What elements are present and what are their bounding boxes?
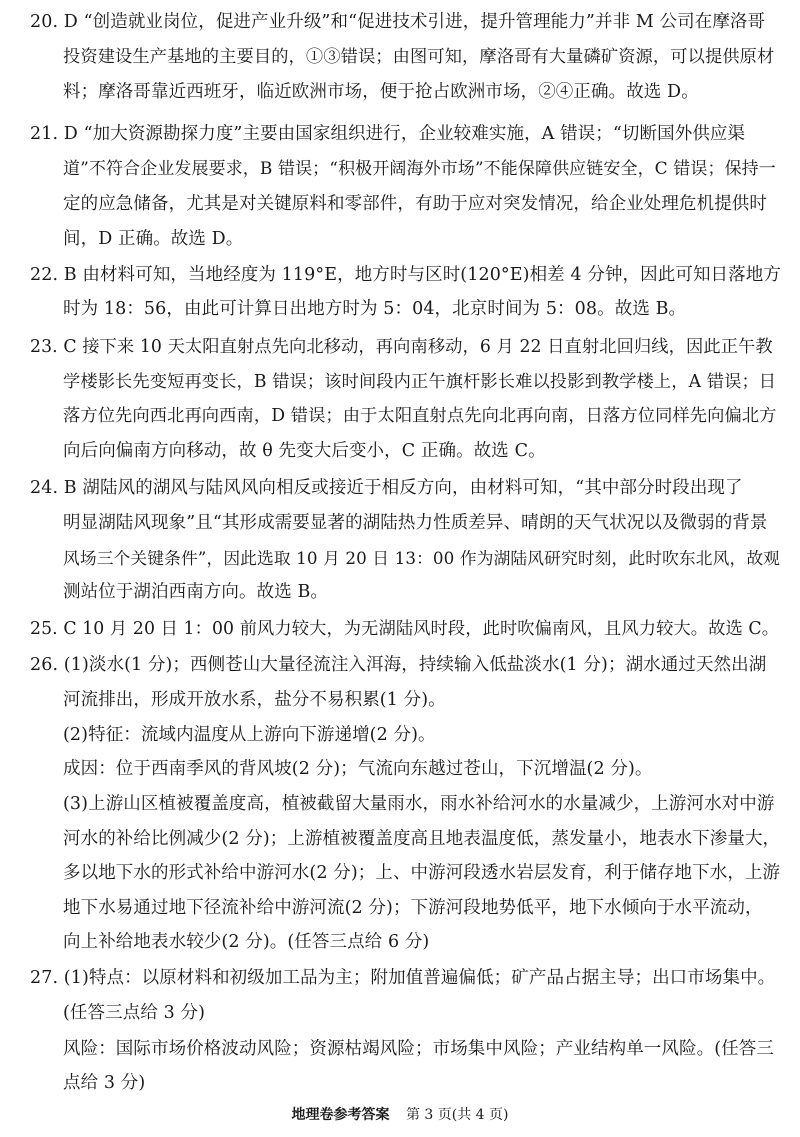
answer-line: 26. (1)淡水(1 分)；西侧苍山大量径流注入洱海，持续输入低盐淡水(1 分)；湖水通过天然出湖 (30, 655, 767, 675)
answer-line: 学楼影长先变短再变长，B 错误；该时间段内正午旗杆影长难以投影到教学楼上，A 错误；日 (63, 372, 777, 392)
answer-line: 风场三个关键条件”，因此选取 10 月 20 日 13：00 作为湖陆风研究时刻，此时吹东北风，故观 (63, 548, 781, 568)
answer-line: 成因：位于西南季风的背风坡(2 分)；气流向东越过苍山，下沉增温(2 分)。 (63, 759, 653, 779)
answer-line: (3)上游山区植被覆盖度高，植被截留大量雨水，雨水补给河水的水量减少，上游河水对中游 (63, 794, 775, 814)
page-footer (0, 1105, 800, 1125)
answer-line: 间，D 正确。故选 D。 (63, 229, 244, 249)
answer-line: 多以地下水的形式补给中游河水(2 分)；上、中游河段透水岩层发育，利于储存地下水，上游 (63, 863, 781, 883)
answer-line: 向上补给地表水较少(2 分)。(任答三点给 6 分) (63, 932, 430, 952)
answer-line: (任答三点给 3 分) (63, 1003, 206, 1023)
answer-line: (2)特征：流域内温度从上游向下游递增(2 分)。 (63, 725, 436, 745)
answer-line: 定的应急储备，尤其是对关键原料和零部件，有助于应对突发情况，给企业处理危机提供时 (63, 194, 767, 214)
answer-line: 点给 3 分) (63, 1073, 146, 1093)
footer-title: 地理卷参考答案 (291, 1107, 390, 1123)
answer-line: 20. D “创造就业岗位，促进产业升级”和“促进技术引进，提升管理能力”并非 M 公司在摩洛哥 (30, 12, 766, 32)
answer-line: 向后向偏南方向移动，故 θ 先变大后变小，C 正确。故选 C。 (63, 441, 546, 461)
answer-line: 测站位于湖泊西南方向。故选 B。 (63, 582, 329, 602)
answer-line: 27. (1)特点：以原材料和初级加工品为主；附加值普遍偏低；矿产品占据主导；出口市场集中。 (30, 968, 776, 988)
answer-line: 25. C 10 月 20 日 1：00 前风力较大，为无湖陆风时段，此时吹偏南风，且风力较大。故选 C。 (30, 619, 780, 639)
answer-line: 明显湖陆风现象”且“其形成需要显著的湖陆热力性质差异、晴朗的天气状况以及微弱的背景 (63, 513, 768, 533)
answer-line: 料；摩洛哥靠近西班牙，临近欧洲市场，便于抢占欧洲市场，②④正确。故选 D。 (63, 82, 699, 102)
answer-line: 22. B 由材料可知，当地经度为 119°E，地方时与区时(120°E)相差 4 分钟，因此可知日落地方 (30, 265, 781, 285)
answer-line: 时为 18：56，由此可计算日出地方时为 5：04，北京时间为 5：08。故选 B。 (63, 299, 687, 319)
answer-line: 落方位先向西北再向西南，D 错误；由于太阳直射点先向北再向南，日落方位同样先向偏北方 (63, 406, 777, 426)
page-number: 第 3 页(共 4 页) (405, 1107, 509, 1123)
answer-line: 道”不符合企业发展要求，B 错误；“积极开阔海外市场”不能保障供应链安全，C 错误；保持一 (63, 159, 776, 179)
answer-line: 21. D “加大资源勘探力度”主要由国家组织进行，企业较难实施，A 错误；“切断国外供应渠 (30, 124, 746, 144)
answer-line: 地下水易通过地下径流补给中游河流(2 分)；下游河段地势低平，地下水倾向于水平流动， (63, 898, 763, 918)
answer-line: 投资建设生产基地的主要目的，①③错误；由图可知，摩洛哥有大量磷矿资源，可以提供原材 (63, 47, 775, 67)
answer-line: 河流排出，形成开放水系，盐分不易积累(1 分)。 (63, 690, 446, 710)
answer-line: 河水的补给比例减少(2 分)；上游植被覆盖度高且地表温度低，蒸发量小，地表水下渗量大， (63, 829, 781, 849)
answer-line: 24. B 湖陆风的湖风与陆风风向相反或接近于相反方向，由材料可知，“其中部分时段出现了 (30, 478, 743, 498)
answer-line: 23. C 接下来 10 天太阳直射点先向北移动，再向南移动，6 月 22 日直射北回归线，因此正午教 (30, 337, 773, 357)
answer-line: 风险：国际市场价格波动风险；资源枯竭风险；市场集中风险；产业结构单一风险。(任答三 (63, 1039, 774, 1059)
